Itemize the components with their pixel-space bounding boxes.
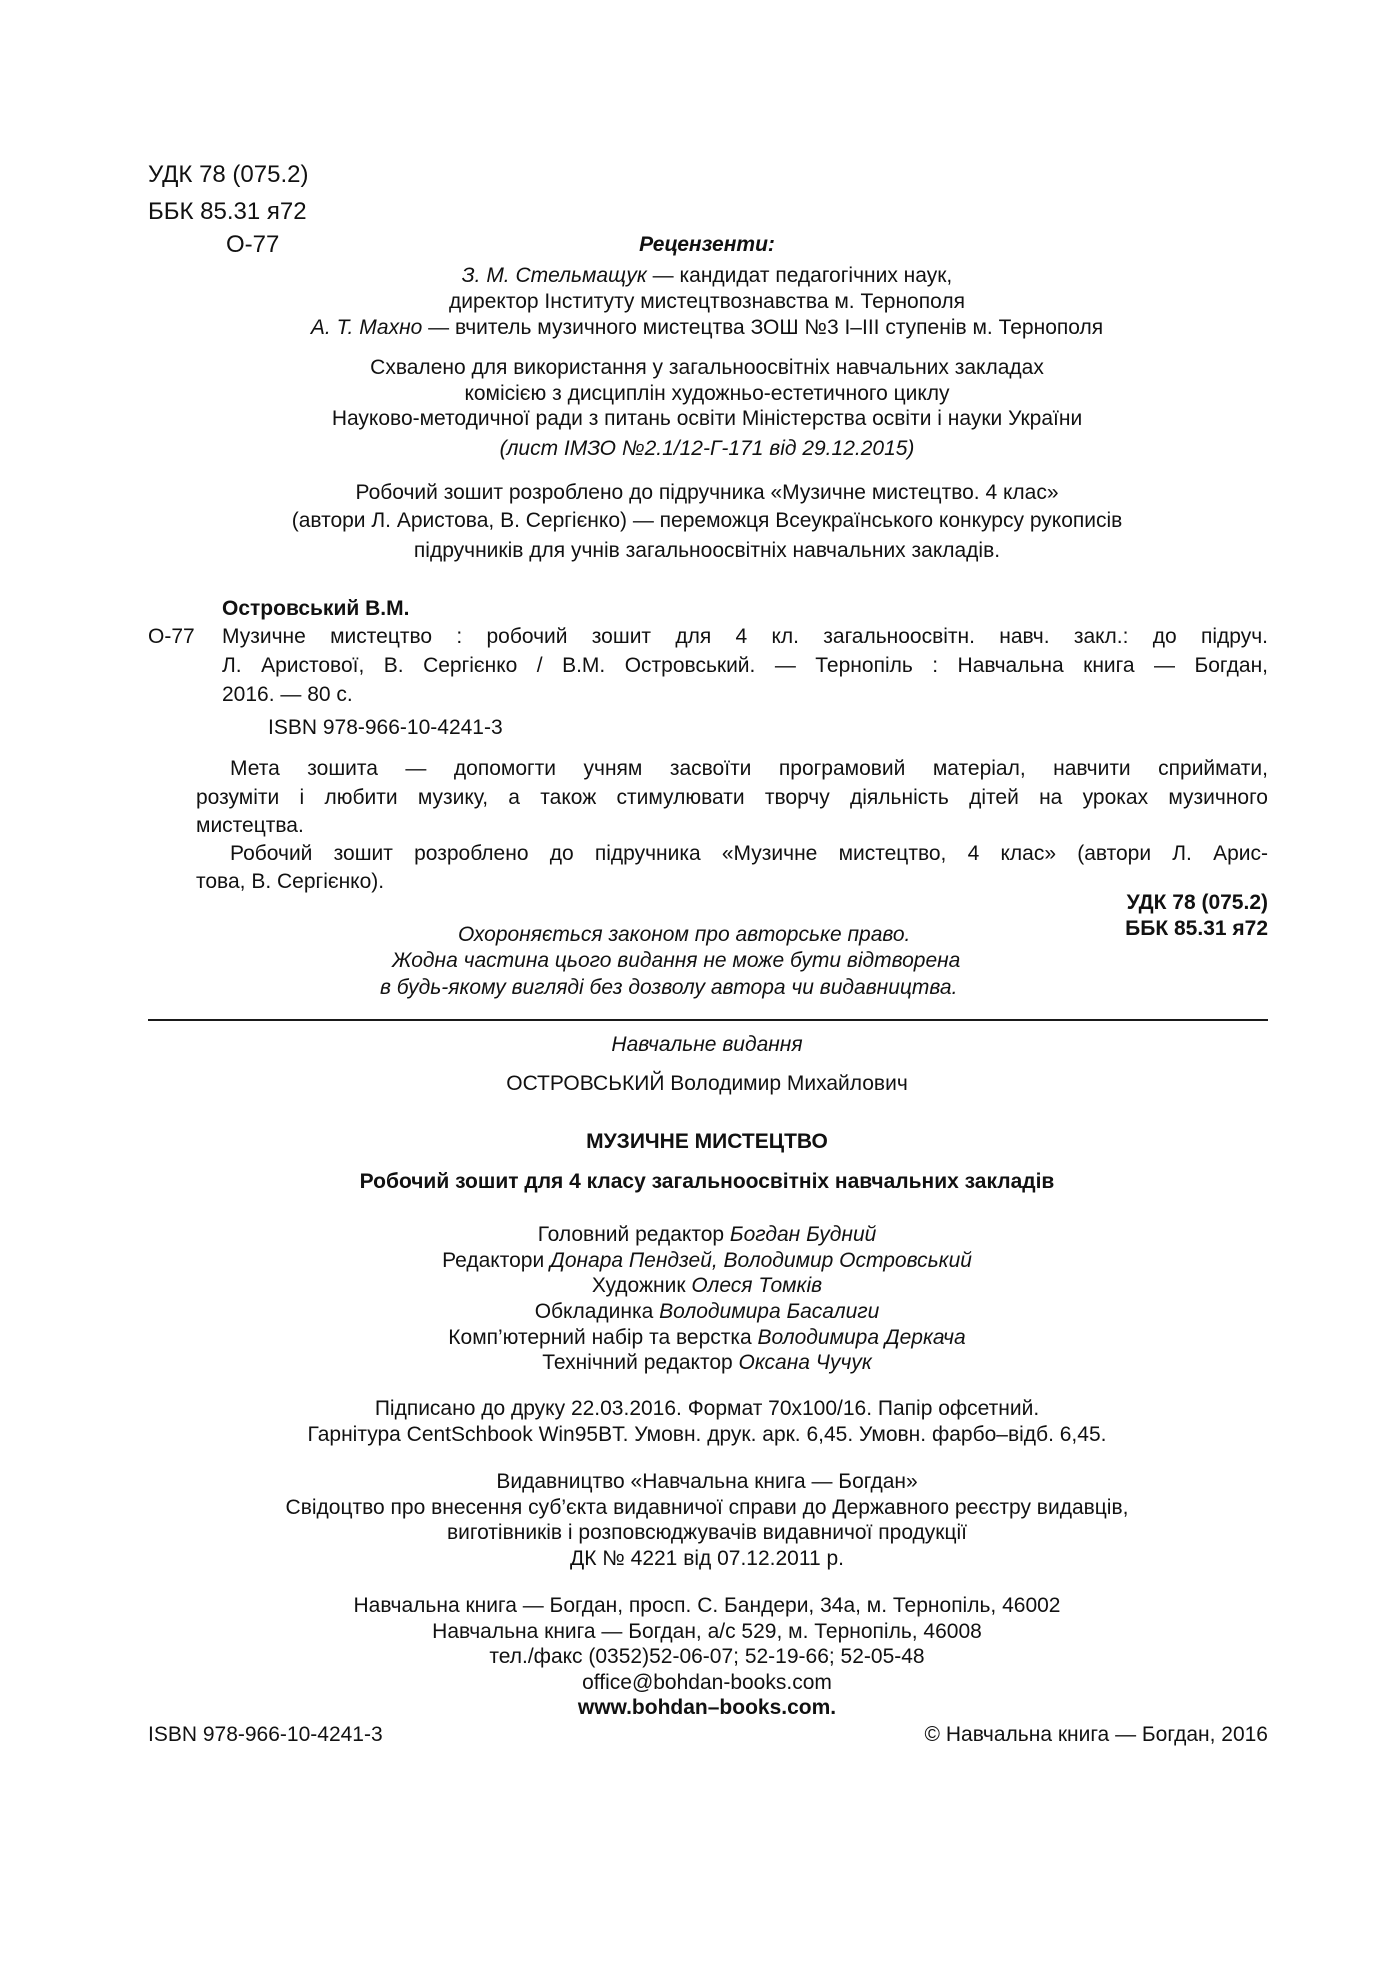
edition-type: Навчальне видання (611, 1033, 803, 1056)
footer-copyright: © Навчальна книга — Богдан, 2016 (924, 1723, 1268, 1746)
address-line-1: Навчальна книга — Богдан, просп. С. Бандери, 34а, м. Тернопіль, 46002 (353, 1594, 1061, 1617)
reviewer-2 (311, 317, 1103, 338)
section-divider (148, 1019, 1268, 1021)
book-subtitle: Робочий зошит для 4 класу загальноосвітніх навчальних закладів (359, 1170, 1055, 1193)
catalog-author: Островський В.М. (222, 597, 410, 620)
credit-line (592, 1275, 822, 1296)
credit-role: Головний редактор (537, 1223, 730, 1246)
credit-name: Донара Пендзей, Володимир Островський (550, 1249, 972, 1272)
purpose-line-5: това, В. Сергієнко). (196, 870, 385, 893)
reviewer-1-line-2: директор Інституту мистецтвознавства м. Тернополя (449, 290, 965, 313)
reviewer-2-title: — вчитель музичного мистецтва ЗОШ №3 І–ІІІ ступенів м. Тернополя (422, 316, 1104, 339)
phone-fax: тел./факс (0352)52-06-07; 52-19-66; 52-05-48 (489, 1645, 925, 1668)
catalog-line-1: Музичне мистецтво : робочий зошит для 4 кл. загальноосвітн. навч. закл.: до підруч. (222, 625, 1268, 648)
credit-role: Редактори (442, 1249, 551, 1272)
credit-line (442, 1250, 972, 1271)
credit-name: Оксана Чучук (738, 1351, 872, 1374)
catalog-line-3: 2016. — 80 с. (222, 683, 353, 706)
copyright-notice-line-1: Охороняється законом про авторське право. (458, 923, 911, 946)
udc-code-bottom: УДК 78 (075.2) (1126, 891, 1268, 914)
book-title: МУЗИЧНЕ МИСТЕЦТВО (586, 1130, 828, 1153)
textbook-note-line-2: (автори Л. Аристова, В. Сергієнко) — переможця Всеукраїнського конкурсу рукописів (291, 509, 1123, 532)
reviewer-1-line-1 (462, 265, 952, 286)
reviewers-heading: Рецензенти: (639, 233, 775, 256)
credit-role: Обкладинка (534, 1300, 660, 1323)
publisher-line-2: Свідоцтво про внесення суб’єкта видавничої справи до Державного реєстру видавців, (285, 1496, 1129, 1519)
catalog-isbn: ISBN 978-966-10-4241-3 (268, 716, 503, 739)
footer-isbn: ISBN 978-966-10-4241-3 (148, 1723, 383, 1746)
publisher-line-4: ДК № 4221 від 07.12.2011 р. (569, 1547, 845, 1570)
copyright-notice-line-2: Жодна частина цього видання не може бути відтворена (392, 949, 961, 972)
author-full-name: ОСТРОВСЬКИЙ Володимир Михайлович (506, 1072, 908, 1095)
publisher-line-1: Видавництво «Навчальна книга — Богдан» (496, 1470, 918, 1493)
reviewer-1-name: З. М. Стельмащук (461, 264, 647, 287)
credit-line (448, 1327, 965, 1348)
credit-role: Технічний редактор (542, 1351, 739, 1374)
credit-role: Комп’ютерний набір та верстка (448, 1326, 758, 1349)
credit-role: Художник (591, 1274, 692, 1297)
website-link[interactable]: www.bohdan–books.com. (577, 1696, 837, 1719)
copyright-notice-line-3: в будь-якому вигляді без дозволу автора чи видавництва. (380, 976, 958, 999)
email-address[interactable]: office@bohdan-books.com (582, 1671, 832, 1694)
reviewer-1-title: — кандидат педагогічних наук, (646, 264, 953, 287)
catalog-mark: О-77 (148, 625, 195, 648)
credit-name: Богдан Будний (729, 1223, 877, 1246)
purpose-line-1: Мета зошита — допомогти учням засвоїти програмовий матеріал, навчити сприймати, (230, 757, 1268, 780)
credit-name: Володимира Деркача (757, 1326, 966, 1349)
purpose-line-3: мистецтва. (196, 814, 304, 837)
lbc-code: ББК 85.31 я72 (148, 198, 307, 225)
credit-line (538, 1224, 877, 1245)
purpose-line-2: розуміти і любити музику, а також стимулювати творчу діяльність дітей на уроках музичного (196, 786, 1268, 809)
publisher-line-3: виготівників і розповсюджувачів видавничої продукції (446, 1521, 968, 1544)
print-info-line-2: Гарнітура CentSchbook Win95BT. Умовн. друк. арк. 6,45. Умовн. фарбо–відб. 6,45. (307, 1423, 1107, 1446)
credit-name: Олеся Томків (691, 1274, 823, 1297)
approval-line-3: Науково-методичної ради з питань освіти Міністерства освіти і науки України (331, 407, 1083, 430)
udc-code: УДК 78 (075.2) (148, 161, 309, 188)
credit-name: Володимира Басалиги (659, 1300, 880, 1323)
approval-line-1: Схвалено для використання у загальноосвітніх навчальних закладах (370, 356, 1044, 379)
purpose-line-4: Робочий зошит розроблено до підручника «Музичне мистецтво, 4 клас» (автори Л. Арис- (230, 842, 1268, 865)
catalog-line-2: Л. Аристової, В. Сергієнко / В.М. Островський. — Тернопіль : Навчальна книга — Богдан, (222, 654, 1268, 677)
address-line-2: Навчальна книга — Богдан, а/с 529, м. Тернопіль, 46008 (432, 1620, 982, 1643)
credit-line (542, 1352, 872, 1373)
approval-letter: (лист ІМЗО №2.1/12-Г-171 від 29.12.2015) (499, 437, 915, 460)
approval-line-2: комісією з дисциплін художньо-естетичного циклу (464, 382, 950, 405)
author-mark: О-77 (226, 231, 280, 258)
lbc-code-bottom: ББК 85.31 я72 (1125, 917, 1268, 940)
textbook-note-line-1: Робочий зошит розроблено до підручника «Музичне мистецтво. 4 клас» (355, 481, 1059, 504)
credit-line (535, 1301, 880, 1322)
print-info-line-1: Підписано до друку 22.03.2016. Формат 70х100/16. Папір офсетний. (374, 1397, 1040, 1420)
textbook-note-line-3: підручників для учнів загальноосвітніх навчальних закладів. (413, 539, 1001, 562)
reviewer-2-name: А. Т. Махно (310, 316, 423, 339)
